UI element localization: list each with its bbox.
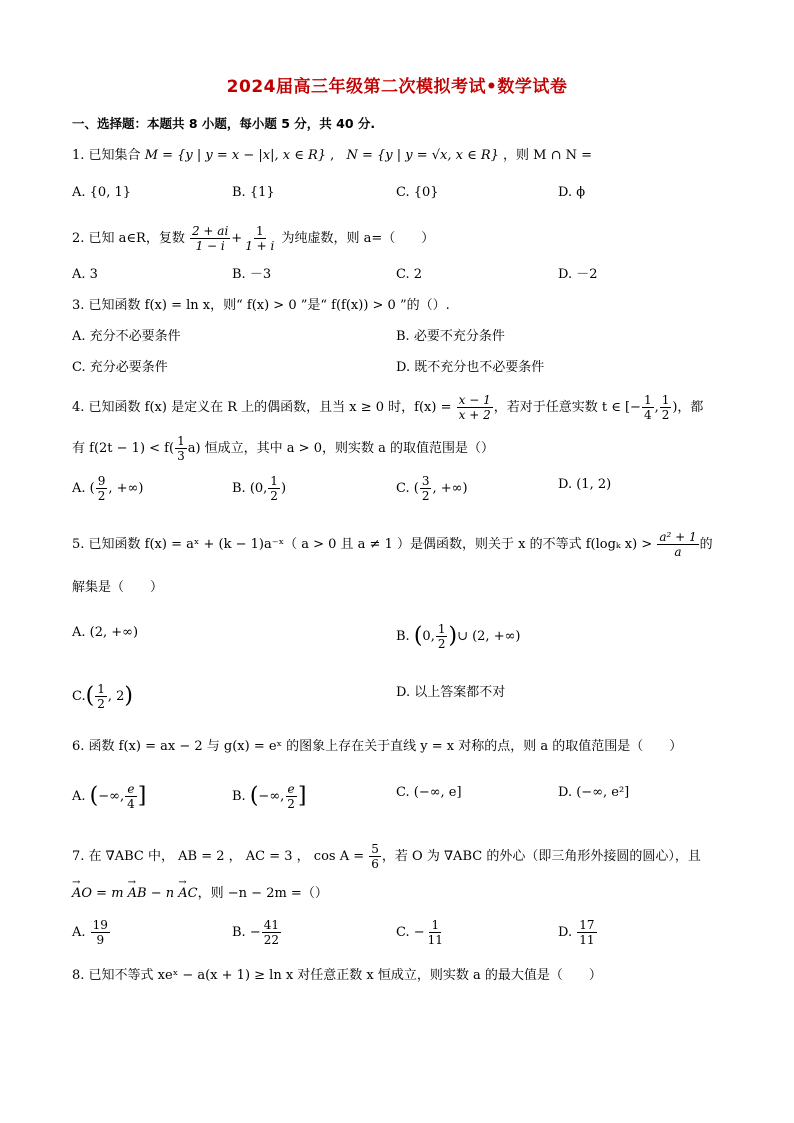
fraction: $\frac{1}{1 + i}$ (245, 224, 275, 253)
option-a[interactable]: A. (2, +∞) (72, 625, 139, 640)
fraction: $\frac{e}{4}$ (127, 782, 135, 811)
option-d[interactable]: D. 以上答案都不对 (396, 685, 506, 700)
option-a[interactable]: A. $\frac{19}{9}$ (72, 918, 108, 947)
option-c[interactable]: C. ( $\frac{3}{2}$ , +∞) (396, 474, 468, 503)
question-5-options-row1 (72, 622, 732, 656)
question-3: 3. 已知函数 f(x) = ln x，则“ f(x) > 0 ”是“ f(f(x)) > 0 ”的（）. (72, 298, 450, 313)
fraction: $\frac{19}{9}$ (92, 918, 108, 947)
question-1: 1. 已知集合 M = {y | y = x − |x|, x ∈ R} , N = {y | y = √x, x ∈ R} ，则 M ∩ N = (72, 148, 593, 163)
fraction: $\frac{x - 1}{x + 2}$ (458, 393, 491, 422)
question-7: 7. 在 ∇ABC 中， AB = 2 ， AC = 3 ， cos A = $\frac{5}{6}$ ，若 O 为 ∇ABC 的外心（即三角形外接圆的圆心），且 (72, 842, 701, 871)
question-5-options-row2 (72, 682, 732, 716)
question-7-options (72, 918, 732, 952)
question-4: 4. 已知函数 f(x) 是定义在 R 上的偶函数，且当 x ≥ 0 时，f(x) = $\frac{x - 1}{x + 2}$ ，若对于任意实数 t ∈ [− $\frac{1}{4}$ , $\frac{1}{2}$ )，都 (72, 393, 704, 422)
option-d[interactable]: D. ϕ (558, 185, 586, 200)
option-c[interactable]: C. (−∞, e] (396, 785, 462, 800)
option-d[interactable]: D. －2 (558, 267, 598, 282)
option-a[interactable]: A. 3 (72, 267, 98, 282)
fraction: $\frac{1}{2}$ (270, 474, 278, 503)
option-d[interactable]: D. (−∞, e²] (558, 785, 630, 800)
option-c[interactable]: C. 2 (396, 267, 423, 282)
option-b[interactable]: B. 必要不充分条件 (396, 329, 505, 344)
option-d[interactable]: D. (1, 2) (558, 477, 612, 492)
fraction: $\frac{1}{2}$ (661, 393, 670, 422)
fraction: $\frac{1}{11}$ (427, 918, 443, 947)
fraction: $\frac{41}{22}$ (263, 918, 279, 947)
option-b[interactable]: B. {1} (232, 185, 275, 200)
question-1-options (72, 182, 732, 206)
option-c[interactable]: C. − $\frac{1}{11}$ (396, 918, 443, 947)
fraction: $\frac{17}{11}$ (579, 918, 595, 947)
option-b[interactable]: B. (0, $\frac{1}{2}$ ) (232, 474, 287, 503)
fraction: $\frac{1}{4}$ (643, 393, 652, 422)
fraction: $\frac{1}{2}$ (97, 682, 105, 711)
option-a[interactable]: A. ( $\frac{9}{2}$ , +∞) (72, 474, 144, 503)
option-a[interactable]: A. (−∞, $\frac{e}{4}$ ] (72, 782, 147, 811)
fraction: $\frac{2 + ai}{1 - i}$ (191, 224, 229, 253)
option-c[interactable]: C. 充分必要条件 (72, 360, 168, 375)
question-4-line2: 有 f(2t − 1) < f( $\frac{1}{3}$ a) 恒成立，其中 a > 0，则实数 a 的取值范围是（） (72, 434, 494, 463)
question-6: 6. 函数 f(x) = ax − 2 与 g(x) = eˣ 的图象上存在关于直线 y = x 对称的点，则 a 的取值范围是（ ） (72, 739, 683, 754)
question-2-options (72, 264, 732, 288)
exam-title: 2024届高三年级第二次模拟考试•数学试卷 (226, 77, 568, 97)
option-b[interactable]: B. (0, $\frac{1}{2}$ )∪ (2, +∞) (396, 622, 521, 651)
question-8: 8. 已知不等式 xeˣ − a(x + 1) ≥ ln x 对任意正数 x 恒成立，则实数 a 的最大值是（ ） (72, 968, 602, 983)
question-7-line2: → AO = m → AB − n → AC，则 −n − 2m =（） (72, 884, 328, 904)
option-a[interactable]: A. {0, 1} (72, 185, 132, 200)
fraction: $\frac{5}{6}$ (371, 842, 379, 871)
option-b[interactable]: B. (−∞, $\frac{e}{2}$ ] (232, 782, 307, 811)
option-b[interactable]: B. − $\frac{41}{22}$ (232, 918, 279, 947)
option-b[interactable]: B. －3 (232, 267, 272, 282)
question-6-options (72, 782, 732, 816)
section-heading: 一、选择题：本题共 8 小题，每小题 5 分，共 40 分. (72, 116, 376, 131)
option-a[interactable]: A. 充分不必要条件 (72, 329, 181, 344)
fraction: $\frac{1}{2}$ (437, 622, 446, 651)
question-3-options-row1 (72, 326, 732, 350)
option-c[interactable]: C.( $\frac{1}{2}$ , 2) (72, 682, 133, 711)
option-d[interactable]: D. $\frac{17}{11}$ (558, 918, 595, 947)
question-2: 2. 已知 a∈R，复数 $\frac{2 + ai}{1 - i}$ + $\frac{1}{1 + i}$ 为纯虚数，则 a=（ ） (72, 224, 435, 253)
question-4-options (72, 474, 732, 506)
question-5-line2: 解集是（ ） (72, 580, 164, 595)
option-c[interactable]: C. {0} (396, 185, 439, 200)
fraction: $\frac{1}{3}$ (177, 434, 185, 463)
fraction: $\frac{e}{2}$ (287, 782, 295, 811)
question-5: 5. 已知函数 f(x) = aˣ + (k − 1)a⁻ˣ（ a > 0 且 a ≠ 1 ）是偶函数，则关于 x 的不等式 f(logₖ x) > $\frac{\text{a² + 1}}{a}$ 的 (72, 530, 713, 559)
option-d[interactable]: D. 既不充分也不必要条件 (396, 360, 545, 375)
fraction: $\frac{\text{a² + 1}}{a}$ (659, 530, 697, 559)
fraction: $\frac{3}{2}$ (421, 474, 430, 503)
question-3-options-row2 (72, 357, 732, 381)
fraction: $\frac{9}{2}$ (97, 474, 106, 503)
